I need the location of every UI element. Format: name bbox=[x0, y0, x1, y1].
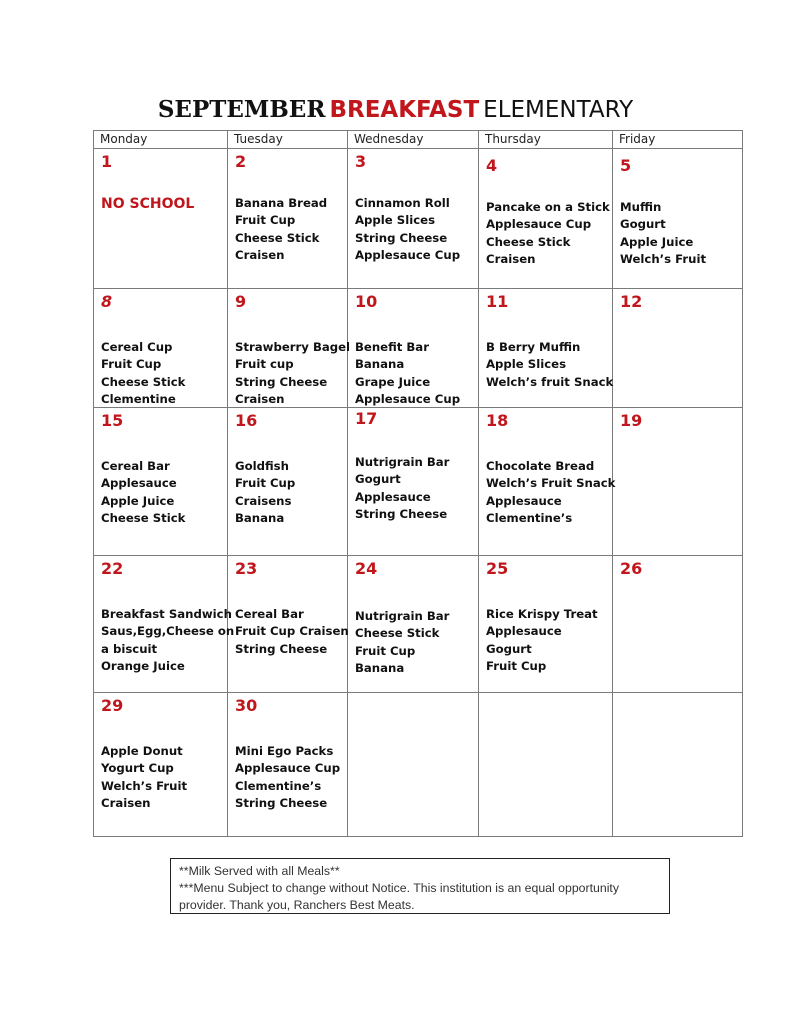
menu-item: Cereal Bar bbox=[101, 459, 170, 473]
day-number: 9 bbox=[235, 292, 247, 311]
day-cell bbox=[479, 693, 613, 837]
menu-item: Fruit Cup Craisen bbox=[235, 624, 349, 639]
week-row bbox=[94, 149, 743, 289]
title-month: SEPTEMBER bbox=[157, 96, 326, 123]
week-row bbox=[94, 289, 743, 408]
day-number: 26 bbox=[620, 559, 643, 578]
day-cell bbox=[348, 289, 479, 408]
day-cell bbox=[348, 556, 479, 693]
menu-item: Cheese Stick bbox=[101, 510, 186, 525]
menu-item: Banana bbox=[355, 357, 405, 372]
day-cell bbox=[613, 693, 743, 837]
weekday-header-row bbox=[94, 131, 743, 149]
menu-item: Saus,Egg,Cheese on bbox=[101, 624, 235, 639]
menu-items bbox=[235, 339, 351, 408]
menu-item: Orange Juice bbox=[101, 658, 185, 673]
menu-item: Cereal Bar bbox=[235, 607, 304, 621]
day-cell bbox=[613, 408, 743, 556]
menu-item: Breakfast Sandwich bbox=[101, 607, 232, 621]
menu-item: Apple Donut bbox=[101, 744, 183, 758]
menu-item: Craisen bbox=[101, 795, 151, 810]
week-row bbox=[94, 556, 743, 693]
day-cell bbox=[228, 693, 348, 837]
title-school-level: ELEMENTARY bbox=[483, 97, 634, 123]
weekday-header: Wednesday bbox=[348, 131, 479, 149]
menu-item: a biscuit bbox=[101, 641, 158, 656]
day-number: 4 bbox=[486, 156, 498, 175]
menu-items bbox=[101, 743, 225, 812]
day-cell bbox=[94, 149, 228, 289]
day-number: 1 bbox=[101, 152, 113, 171]
menu-item: Fruit Cup bbox=[235, 213, 296, 228]
notes-disclaimer: ***Menu Subject to change without Notice. This institution is an equal opportunity bbox=[179, 881, 619, 895]
menu-items bbox=[235, 195, 345, 264]
day-cell bbox=[348, 693, 479, 837]
day-cell bbox=[94, 693, 228, 837]
menu-items bbox=[101, 195, 225, 213]
menu-item: Nutrigrain Bar bbox=[355, 455, 450, 469]
day-cell bbox=[94, 408, 228, 556]
menu-item: Cinnamon Roll bbox=[355, 196, 450, 210]
menu-item: Cereal Cup bbox=[101, 340, 173, 354]
notes-provider: provider. Thank you, Ranchers Best Meats. bbox=[179, 898, 415, 912]
day-number: 17 bbox=[355, 409, 378, 428]
menu-item: Apple Juice bbox=[620, 234, 694, 249]
menu-item: Craisens bbox=[235, 493, 292, 508]
menu-items bbox=[486, 458, 616, 527]
weekday-header: Tuesday bbox=[228, 131, 348, 149]
day-cell bbox=[479, 408, 616, 556]
menu-item: Benefit Bar bbox=[355, 340, 429, 354]
day-number: 22 bbox=[101, 559, 124, 578]
day-cell bbox=[228, 289, 351, 408]
day-cell bbox=[613, 149, 743, 289]
menu-item: Gogurt bbox=[355, 472, 401, 487]
menu-item: Apple Slices bbox=[486, 357, 567, 372]
week-row bbox=[94, 693, 743, 837]
menu-item: Apple Slices bbox=[355, 213, 436, 228]
menu-items bbox=[486, 606, 610, 675]
day-cell bbox=[479, 556, 613, 693]
menu-item: Applesauce bbox=[355, 489, 431, 504]
menu-item: Applesauce Cup bbox=[486, 217, 592, 232]
day-cell bbox=[94, 556, 235, 693]
menu-items bbox=[235, 606, 349, 658]
menu-items bbox=[486, 199, 610, 268]
menu-item: Craisen bbox=[235, 247, 285, 262]
menu-item: Craisen bbox=[486, 251, 536, 266]
menu-items bbox=[486, 339, 614, 391]
day-cell bbox=[613, 289, 743, 408]
menu-item: String Cheese bbox=[235, 374, 328, 389]
day-cell bbox=[228, 556, 348, 693]
day-number: 23 bbox=[235, 559, 258, 578]
day-number: 2 bbox=[235, 152, 247, 171]
menu-item: Clementine’s bbox=[486, 510, 573, 525]
menu-item: Fruit Cup bbox=[101, 357, 162, 372]
menu-item: Goldfish bbox=[235, 459, 289, 473]
menu-item: Applesauce bbox=[101, 476, 177, 491]
menu-item: Fruit Cup bbox=[355, 643, 416, 658]
day-cell bbox=[94, 289, 228, 408]
day-cell bbox=[479, 289, 613, 408]
menu-item: String Cheese bbox=[355, 506, 448, 521]
menu-item: Gogurt bbox=[620, 217, 666, 232]
menu-item: Welch’s Fruit bbox=[620, 251, 707, 266]
menu-item: Fruit cup bbox=[235, 357, 294, 372]
menu-item: Cheese Stick bbox=[235, 230, 320, 245]
menu-items bbox=[355, 339, 476, 408]
menu-items bbox=[355, 454, 476, 523]
menu-item: Rice Krispy Treat bbox=[486, 607, 598, 621]
day-number: 8 bbox=[101, 292, 113, 311]
menu-item: Cheese Stick bbox=[486, 234, 571, 249]
menu-item: Chocolate Bread bbox=[486, 459, 595, 473]
day-number: 5 bbox=[620, 156, 632, 175]
menu-items bbox=[235, 743, 345, 812]
day-number: 10 bbox=[355, 292, 378, 311]
menu-item: Craisen bbox=[235, 391, 285, 406]
day-cell bbox=[348, 408, 479, 556]
menu-calendar bbox=[93, 130, 743, 837]
menu-item: Pancake on a Stick bbox=[486, 200, 610, 214]
menu-item: Banana bbox=[355, 660, 405, 675]
menu-item: String Cheese bbox=[235, 641, 328, 656]
day-number: 3 bbox=[355, 152, 367, 171]
menu-item: Applesauce bbox=[486, 493, 562, 508]
day-number: 12 bbox=[620, 292, 643, 311]
menu-item: Mini Ego Packs bbox=[235, 744, 334, 758]
menu-item: Muffin bbox=[620, 200, 662, 214]
menu-items bbox=[101, 458, 225, 527]
day-number: 15 bbox=[101, 411, 124, 430]
menu-item: Welch’s Fruit Snack bbox=[486, 476, 616, 491]
menu-item: Clementine bbox=[101, 391, 176, 406]
menu-items bbox=[355, 608, 476, 677]
weekday-header: Thursday bbox=[479, 131, 613, 149]
no-school-label: NO SCHOOL bbox=[101, 196, 195, 212]
day-number: 24 bbox=[355, 559, 378, 578]
menu-item: Fruit Cup bbox=[235, 476, 296, 491]
menu-item: Applesauce Cup bbox=[355, 247, 461, 262]
day-cell bbox=[479, 149, 613, 289]
weekday-header: Monday bbox=[94, 131, 228, 149]
menu-item: String Cheese bbox=[355, 230, 448, 245]
menu-item: Banana bbox=[235, 510, 285, 525]
menu-item: Applesauce Cup bbox=[235, 761, 341, 776]
menu-item: Cheese Stick bbox=[355, 626, 440, 641]
menu-item: Applesauce bbox=[486, 624, 562, 639]
day-number: 18 bbox=[486, 411, 509, 430]
menu-item: Welch’s fruit Snack bbox=[486, 374, 614, 389]
menu-item: Grape Juice bbox=[355, 374, 431, 389]
menu-item: Clementine’s bbox=[235, 778, 322, 793]
page-title bbox=[0, 96, 791, 123]
menu-item: Strawberry Bagel bbox=[235, 340, 351, 354]
menu-items bbox=[101, 606, 235, 675]
menu-item: B Berry Muffin bbox=[486, 340, 581, 354]
menu-item: Yogurt Cup bbox=[101, 761, 174, 776]
menu-items bbox=[355, 195, 476, 264]
day-number: 25 bbox=[486, 559, 509, 578]
day-cell bbox=[348, 149, 479, 289]
day-number: 19 bbox=[620, 411, 643, 430]
day-number: 11 bbox=[486, 292, 509, 311]
day-number: 16 bbox=[235, 411, 258, 430]
menu-notes bbox=[170, 858, 670, 914]
weekday-header: Friday bbox=[613, 131, 743, 149]
menu-item: Nutrigrain Bar bbox=[355, 609, 450, 623]
menu-item: Welch’s Fruit bbox=[101, 778, 188, 793]
menu-item: Banana Bread bbox=[235, 196, 328, 210]
title-meal: BREAKFAST bbox=[329, 97, 480, 123]
day-number: 30 bbox=[235, 696, 258, 715]
week-row bbox=[94, 408, 743, 556]
menu-items bbox=[620, 199, 740, 268]
day-cell bbox=[228, 408, 348, 556]
menu-item: Fruit Cup bbox=[486, 658, 547, 673]
day-cell bbox=[613, 556, 743, 693]
menu-items bbox=[101, 339, 225, 408]
menu-item: Apple Juice bbox=[101, 493, 175, 508]
notes-milk: **Milk Served with all Meals** bbox=[179, 864, 340, 878]
menu-item: Gogurt bbox=[486, 641, 532, 656]
menu-item: Applesauce Cup bbox=[355, 391, 461, 406]
menu-item: Cheese Stick bbox=[101, 374, 186, 389]
menu-item: String Cheese bbox=[235, 795, 328, 810]
day-cell bbox=[228, 149, 348, 289]
menu-items bbox=[235, 458, 345, 527]
day-number: 29 bbox=[101, 696, 124, 715]
